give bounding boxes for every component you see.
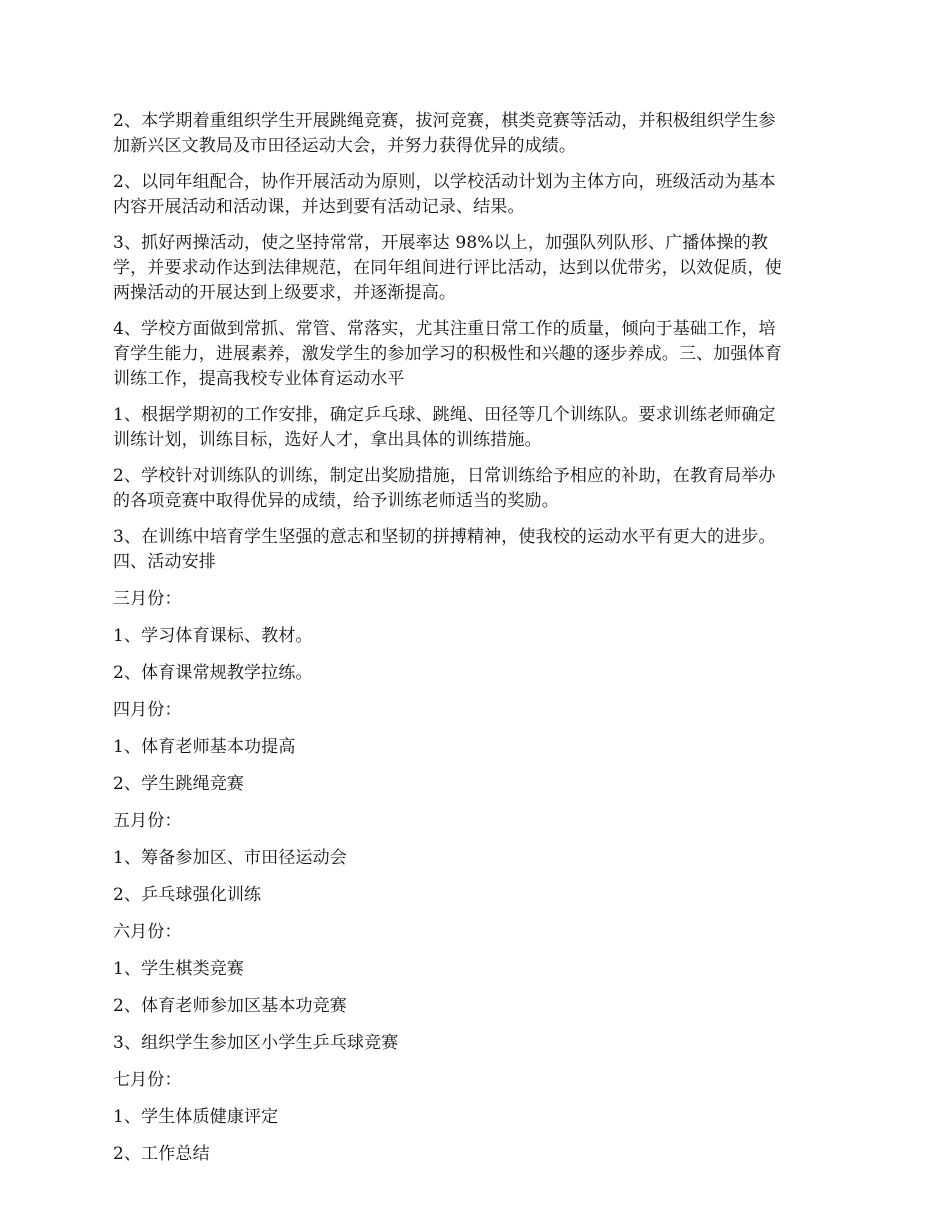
paragraph-two-exercises: 3、抓好两操活动，使之坚持常常，开展率达 98%以上，加强队列队形、广播体操的教 学，并要求动作达到法律规范，在同年组间进行评比活动，达到以优带劣，以效促质，使 两操活动的开展达到上级要求，并逐渐提高。 bbox=[113, 233, 782, 303]
list-item: 1、学生棋类竞赛 bbox=[113, 959, 245, 979]
month-heading-june: 六月份： bbox=[113, 922, 182, 942]
month-heading-july: 七月份： bbox=[113, 1070, 182, 1090]
list-item: 1、体育老师基本功提高 bbox=[113, 737, 296, 757]
paragraph-willpower: 3、在训练中培育学生坚强的意志和坚韧的拼搏精神，使我校的运动水平有更大的进步。 四、活动安排 bbox=[113, 527, 776, 572]
month-heading-march: 三月份： bbox=[113, 589, 182, 609]
paragraph-school-management: 4、学校方面做到常抓、常管、常落实，尤其注重日常工作的质量，倾向于基础工作，培 育学生能力，进展素养，激发学生的参加学习的积极性和兴趣的逐步养成。三、加强体育 训练工作，提高我校专业体育运动水平 bbox=[113, 319, 782, 389]
list-item: 1、筹备参加区、市田径运动会 bbox=[113, 848, 347, 868]
list-item: 3、组织学生参加区小学生乒乓球竞赛 bbox=[113, 1033, 399, 1053]
list-item: 1、学习体育课标、教材。 bbox=[113, 626, 313, 646]
list-item: 2、工作总结 bbox=[113, 1144, 210, 1164]
list-item: 2、体育老师参加区基本功竞赛 bbox=[113, 996, 347, 1016]
list-item: 2、乒乓球强化训练 bbox=[113, 885, 262, 905]
list-item: 2、学生跳绳竞赛 bbox=[113, 774, 245, 794]
list-item: 1、学生体质健康评定 bbox=[113, 1107, 279, 1127]
paragraph-grade-cooperation: 2、以同年组配合，协作开展活动为原则，以学校活动计划为主体方向，班级活动为基本 内容开展活动和活动课，并达到要有活动记录、结果。 bbox=[113, 172, 776, 217]
paragraph-rewards: 2、学校针对训练队的训练，制定出奖励措施，日常训练给予相应的补助，在教育局举办 的各项竞赛中取得优异的成绩，给予训练老师适当的奖励。 bbox=[113, 466, 776, 511]
paragraph-competitions: 2、本学期着重组织学生开展跳绳竞赛，拔河竞赛，棋类竞赛等活动，并积极组织学生参 加新兴区文教局及市田径运动大会，并努力获得优异的成绩。 bbox=[113, 111, 776, 156]
month-heading-may: 五月份： bbox=[113, 811, 182, 831]
list-item: 2、体育课常规教学拉练。 bbox=[113, 663, 313, 683]
paragraph-training-teams: 1、根据学期初的工作安排，确定乒乓球、跳绳、田径等几个训练队。要求训练老师确定 训练计划，训练目标，选好人才，拿出具体的训练措施。 bbox=[113, 405, 776, 450]
month-heading-april: 四月份： bbox=[113, 700, 182, 720]
